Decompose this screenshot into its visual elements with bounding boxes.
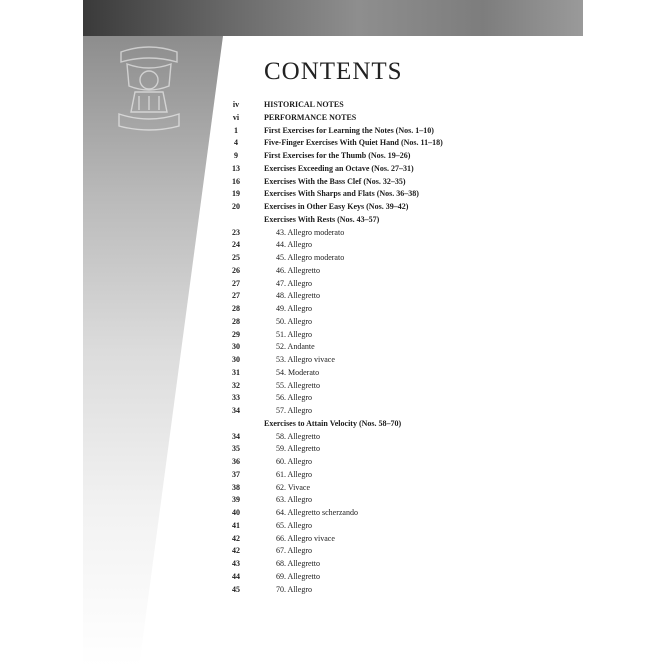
toc-entry <box>83 316 583 329</box>
toc-page-number: 9 <box>234 151 238 160</box>
page-title: CONTENTS <box>264 58 403 85</box>
toc-entry-title: 61. Allegro <box>276 469 312 479</box>
toc-entry-title: HISTORICAL NOTES <box>264 100 344 109</box>
toc-entry <box>83 584 583 597</box>
toc-entry <box>83 290 583 303</box>
toc-entry <box>83 482 583 495</box>
toc-entry <box>83 278 583 291</box>
toc-entry-title: 45. Allegro moderato <box>276 253 345 262</box>
toc-entry-title: 68. Allegretto <box>276 559 320 568</box>
toc-entry-title: 50. Allegro <box>276 316 312 326</box>
toc-entry <box>83 507 583 520</box>
toc-page-number: 45 <box>232 584 240 594</box>
toc-entry <box>83 112 583 125</box>
toc-entry <box>83 341 583 354</box>
toc-entry <box>83 252 583 265</box>
toc-page-number: 30 <box>232 355 240 364</box>
toc-page-number: 4 <box>234 138 238 148</box>
toc-page-number: 43 <box>232 559 240 568</box>
toc-entry <box>83 367 583 380</box>
toc-page-number: 44 <box>232 571 240 581</box>
toc-entry <box>83 431 583 444</box>
toc-entry <box>83 303 583 316</box>
toc-entry <box>83 150 583 163</box>
toc-entry <box>83 265 583 278</box>
table-of-contents <box>83 99 583 596</box>
toc-page-number: 28 <box>232 304 240 313</box>
toc-entry <box>83 443 583 456</box>
toc-entry-title: Exercises With Sharps and Flats (Nos. 36–38) <box>264 189 419 199</box>
toc-page-number: 19 <box>232 189 240 199</box>
toc-page-number: 25 <box>232 253 240 262</box>
toc-entry <box>83 99 583 112</box>
toc-entry <box>83 188 583 201</box>
toc-entry-title: 59. Allegretto <box>276 444 320 454</box>
toc-entry-title: Exercises Exceeding an Octave (Nos. 27–31) <box>264 163 414 173</box>
toc-entry <box>83 201 583 214</box>
toc-entry-title: 44. Allegro <box>276 240 312 250</box>
toc-entry <box>83 418 583 431</box>
toc-page-number: 26 <box>232 265 240 275</box>
toc-entry <box>83 405 583 418</box>
toc-page-number: 34 <box>232 431 240 441</box>
toc-entry-title: Exercises With Rests (Nos. 43–57) <box>264 214 380 224</box>
toc-entry <box>83 558 583 571</box>
book-page <box>83 0 583 667</box>
toc-page-number: 16 <box>232 176 240 186</box>
toc-page-number: 23 <box>232 227 240 237</box>
toc-entry <box>83 456 583 469</box>
toc-entry-title: Exercises in Other Easy Keys (Nos. 39–42) <box>264 202 409 211</box>
toc-entry-title: 64. Allegretto scherzando <box>276 508 358 517</box>
toc-entry <box>83 214 583 227</box>
toc-page-number: 31 <box>232 367 240 377</box>
toc-entry-title: Exercises to Attain Velocity (Nos. 58–70) <box>264 418 402 428</box>
header-band <box>83 0 583 36</box>
toc-entry-title: 56. Allegro <box>276 393 312 403</box>
toc-entry <box>83 392 583 405</box>
toc-entry-title: 57. Allegro <box>276 406 312 415</box>
toc-page-number: 24 <box>232 240 240 250</box>
toc-page-number: 42 <box>232 533 240 543</box>
toc-entry-title: First Exercises for Learning the Notes (Nos. 1–10) <box>264 125 434 135</box>
toc-page-number: 29 <box>232 329 240 339</box>
toc-page-number: vi <box>232 112 240 122</box>
toc-entry-title: 47. Allegro <box>276 278 312 288</box>
toc-entry-title: 63. Allegro <box>276 495 312 505</box>
toc-entry-title: 48. Allegretto <box>276 291 320 301</box>
toc-entry <box>83 354 583 367</box>
toc-entry-title: 70. Allegro <box>276 584 312 594</box>
toc-entry-title: 55. Allegretto <box>276 380 320 390</box>
toc-entry-title: First Exercises for the Thumb (Nos. 19–26) <box>264 151 411 160</box>
toc-page-number: 28 <box>232 316 240 326</box>
toc-entry <box>83 176 583 189</box>
toc-entry <box>83 494 583 507</box>
toc-page-number: 30 <box>232 342 240 352</box>
toc-page-number: 20 <box>232 202 240 211</box>
toc-page-number: 35 <box>232 444 240 454</box>
toc-page-number: 42 <box>232 546 240 556</box>
toc-page-number: 32 <box>232 380 240 390</box>
toc-entry-title: 66. Allegro vivace <box>276 533 335 543</box>
toc-entry <box>83 571 583 584</box>
toc-page-number: 38 <box>232 482 240 492</box>
toc-entry-title: Five-Finger Exercises With Quiet Hand (Nos. 11–18) <box>264 138 443 148</box>
toc-entry-title: 54. Moderato <box>276 367 320 377</box>
toc-entry-title: 69. Allegretto <box>276 571 320 581</box>
toc-page-number: 39 <box>232 495 240 505</box>
toc-entry-title: 43. Allegro moderato <box>276 227 345 237</box>
toc-entry-title: 51. Allegro <box>276 329 312 339</box>
toc-page-number: 40 <box>232 508 240 517</box>
toc-entry <box>83 469 583 482</box>
toc-entry-title: PERFORMANCE NOTES <box>264 112 357 122</box>
toc-entry <box>83 520 583 533</box>
toc-entry-title: 53. Allegro vivace <box>276 355 335 364</box>
toc-entry <box>83 329 583 342</box>
toc-entry <box>83 137 583 150</box>
toc-entry <box>83 239 583 252</box>
toc-entry <box>83 163 583 176</box>
toc-entry <box>83 227 583 240</box>
toc-entry-title: 46. Allegretto <box>276 265 320 275</box>
toc-page-number: 13 <box>232 163 240 173</box>
toc-entry-title: Exercises With the Bass Clef (Nos. 32–35) <box>264 176 406 186</box>
toc-entry-title: 60. Allegro <box>276 457 312 466</box>
toc-entry-title: 67. Allegro <box>276 546 312 556</box>
toc-page-number: 41 <box>232 520 240 530</box>
toc-page-number: 36 <box>232 457 240 466</box>
toc-entry <box>83 545 583 558</box>
toc-entry <box>83 380 583 393</box>
toc-page-number: iv <box>232 100 240 109</box>
toc-entry <box>83 533 583 546</box>
toc-page-number: 34 <box>232 406 240 415</box>
toc-page-number: 1 <box>234 125 238 135</box>
toc-entry-title: 65. Allegro <box>276 520 312 530</box>
toc-page-number: 27 <box>232 278 240 288</box>
toc-entry-title: 49. Allegro <box>276 304 312 313</box>
toc-entry-title: 62. Vivace <box>276 482 311 492</box>
toc-page-number: 33 <box>232 393 240 403</box>
toc-page-number: 27 <box>232 291 240 301</box>
toc-entry <box>83 125 583 138</box>
toc-page-number: 37 <box>232 469 240 479</box>
toc-entry-title: 52. Andante <box>276 342 315 352</box>
toc-entry-title: 58. Allegretto <box>276 431 320 441</box>
